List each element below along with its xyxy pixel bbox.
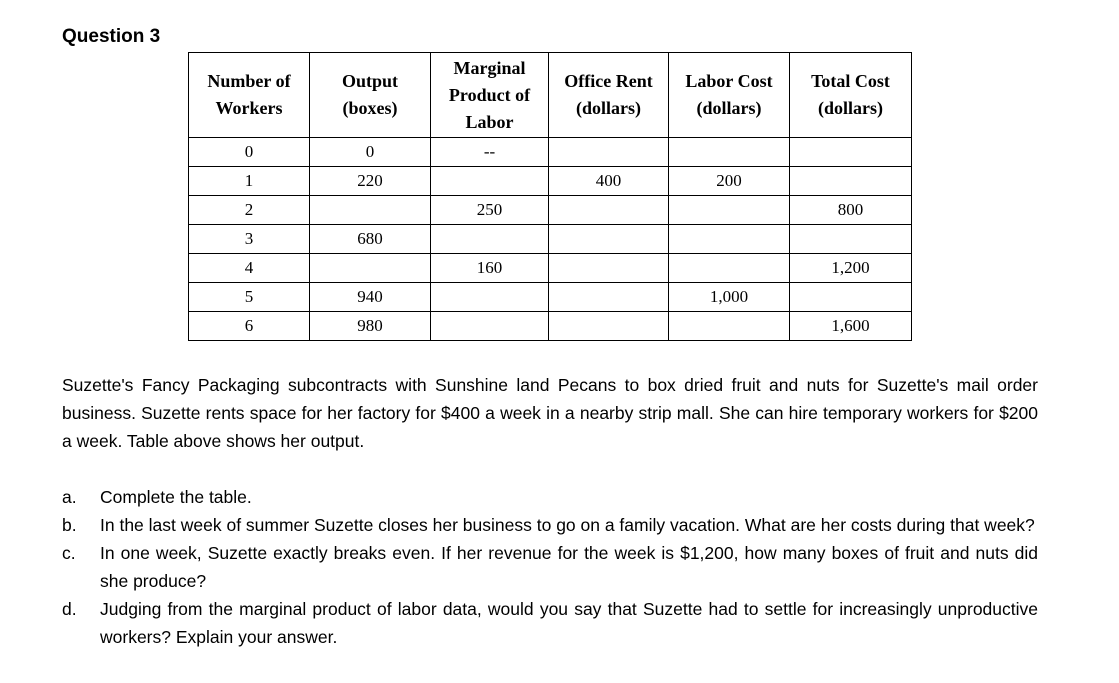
question-item: [62, 511, 1038, 539]
table-cell: [790, 283, 912, 312]
table-cell: [669, 138, 790, 167]
table-cell: [669, 254, 790, 283]
question-title: Question 3: [62, 26, 161, 47]
question-text: Judging from the marginal product of labor data, would you say that Suzette had to settle for increasingly unproductive workers? Explain your answer.: [100, 599, 1038, 647]
table-cell: 0: [310, 138, 431, 167]
table-cell: [669, 225, 790, 254]
header-label: Office Rent (dollars): [564, 71, 653, 118]
table-cell: 160: [431, 254, 549, 283]
table-cell: 940: [310, 283, 431, 312]
table-cell: 4: [189, 254, 310, 283]
table-cell: [549, 254, 669, 283]
table-cell: [549, 283, 669, 312]
question-text: In one week, Suzette exactly breaks even. If her revenue for the week is $1,200, how many boxes of fruit and nuts did she produce?: [100, 543, 1038, 591]
table-cell: 0: [189, 138, 310, 167]
table-cell: [549, 138, 669, 167]
table-cell: [549, 312, 669, 341]
table-cell: 250: [431, 196, 549, 225]
table-row: [189, 167, 912, 196]
table-cell: 980: [310, 312, 431, 341]
table-cell: [310, 254, 431, 283]
table-cell: 800: [790, 196, 912, 225]
header-label: Labor Cost (dollars): [685, 71, 773, 118]
header-label: Output (boxes): [341, 71, 399, 118]
table-row: [189, 138, 912, 167]
table-cell: [669, 312, 790, 341]
question-marker: c.: [62, 543, 76, 563]
question-item: [62, 595, 1038, 651]
table-cell: [431, 167, 549, 196]
question-item: [62, 539, 1038, 595]
table-cell: [431, 283, 549, 312]
header-label: Number of Workers: [207, 71, 291, 118]
table-cell: [431, 225, 549, 254]
header-output: [310, 53, 431, 138]
table-cell: [549, 225, 669, 254]
question-marker: a.: [62, 487, 77, 507]
table-cell: 680: [310, 225, 431, 254]
table-cell: [790, 225, 912, 254]
table-cell: 2: [189, 196, 310, 225]
table-cell: 400: [549, 167, 669, 196]
header-total-cost: [790, 53, 912, 138]
table-cell: [310, 196, 431, 225]
table-cell: [669, 196, 790, 225]
problem-description: Suzette's Fancy Packaging subcontracts with Sunshine land Pecans to box dried fruit and nuts for Suzette's mail order business. Suzette rents space for her factory for $400 a week in a nearby strip mall. She can hire temporary workers for $200 a week. Table above shows her output.: [62, 375, 1038, 451]
table-cell: 200: [669, 167, 790, 196]
table-cell: [549, 196, 669, 225]
question-list: [62, 483, 1038, 651]
table-cell: 220: [310, 167, 431, 196]
question-text: In the last week of summer Suzette closes her business to go on a family vacation. What are her costs during that week?: [100, 515, 1035, 535]
question-marker: b.: [62, 515, 77, 535]
header-marginal-product: [431, 53, 549, 138]
header-office-rent: [549, 53, 669, 138]
table-cell: [790, 138, 912, 167]
table-cell: 1,600: [790, 312, 912, 341]
question-text: Complete the table.: [100, 487, 252, 507]
table-cell: 3: [189, 225, 310, 254]
table-cell: 1: [189, 167, 310, 196]
question-marker: d.: [62, 599, 77, 619]
table-cell: 1,200: [790, 254, 912, 283]
header-label: Marginal Product of Labor: [448, 57, 531, 132]
header-label: Total Cost (dollars): [811, 71, 890, 118]
table-row: [189, 196, 912, 225]
header-labor-cost: [669, 53, 790, 138]
table-cell: [431, 312, 549, 341]
table-cell: 5: [189, 283, 310, 312]
header-number-of-workers: [189, 53, 310, 138]
table-cell: 6: [189, 312, 310, 341]
table-row: [189, 254, 912, 283]
cost-table: [188, 52, 912, 341]
table-cell: --: [431, 138, 549, 167]
table-row: [189, 283, 912, 312]
table-header-row: [189, 53, 912, 138]
question-item: [62, 483, 1038, 511]
table-cell: [790, 167, 912, 196]
table-row: [189, 312, 912, 341]
table-cell: 1,000: [669, 283, 790, 312]
table-row: [189, 225, 912, 254]
